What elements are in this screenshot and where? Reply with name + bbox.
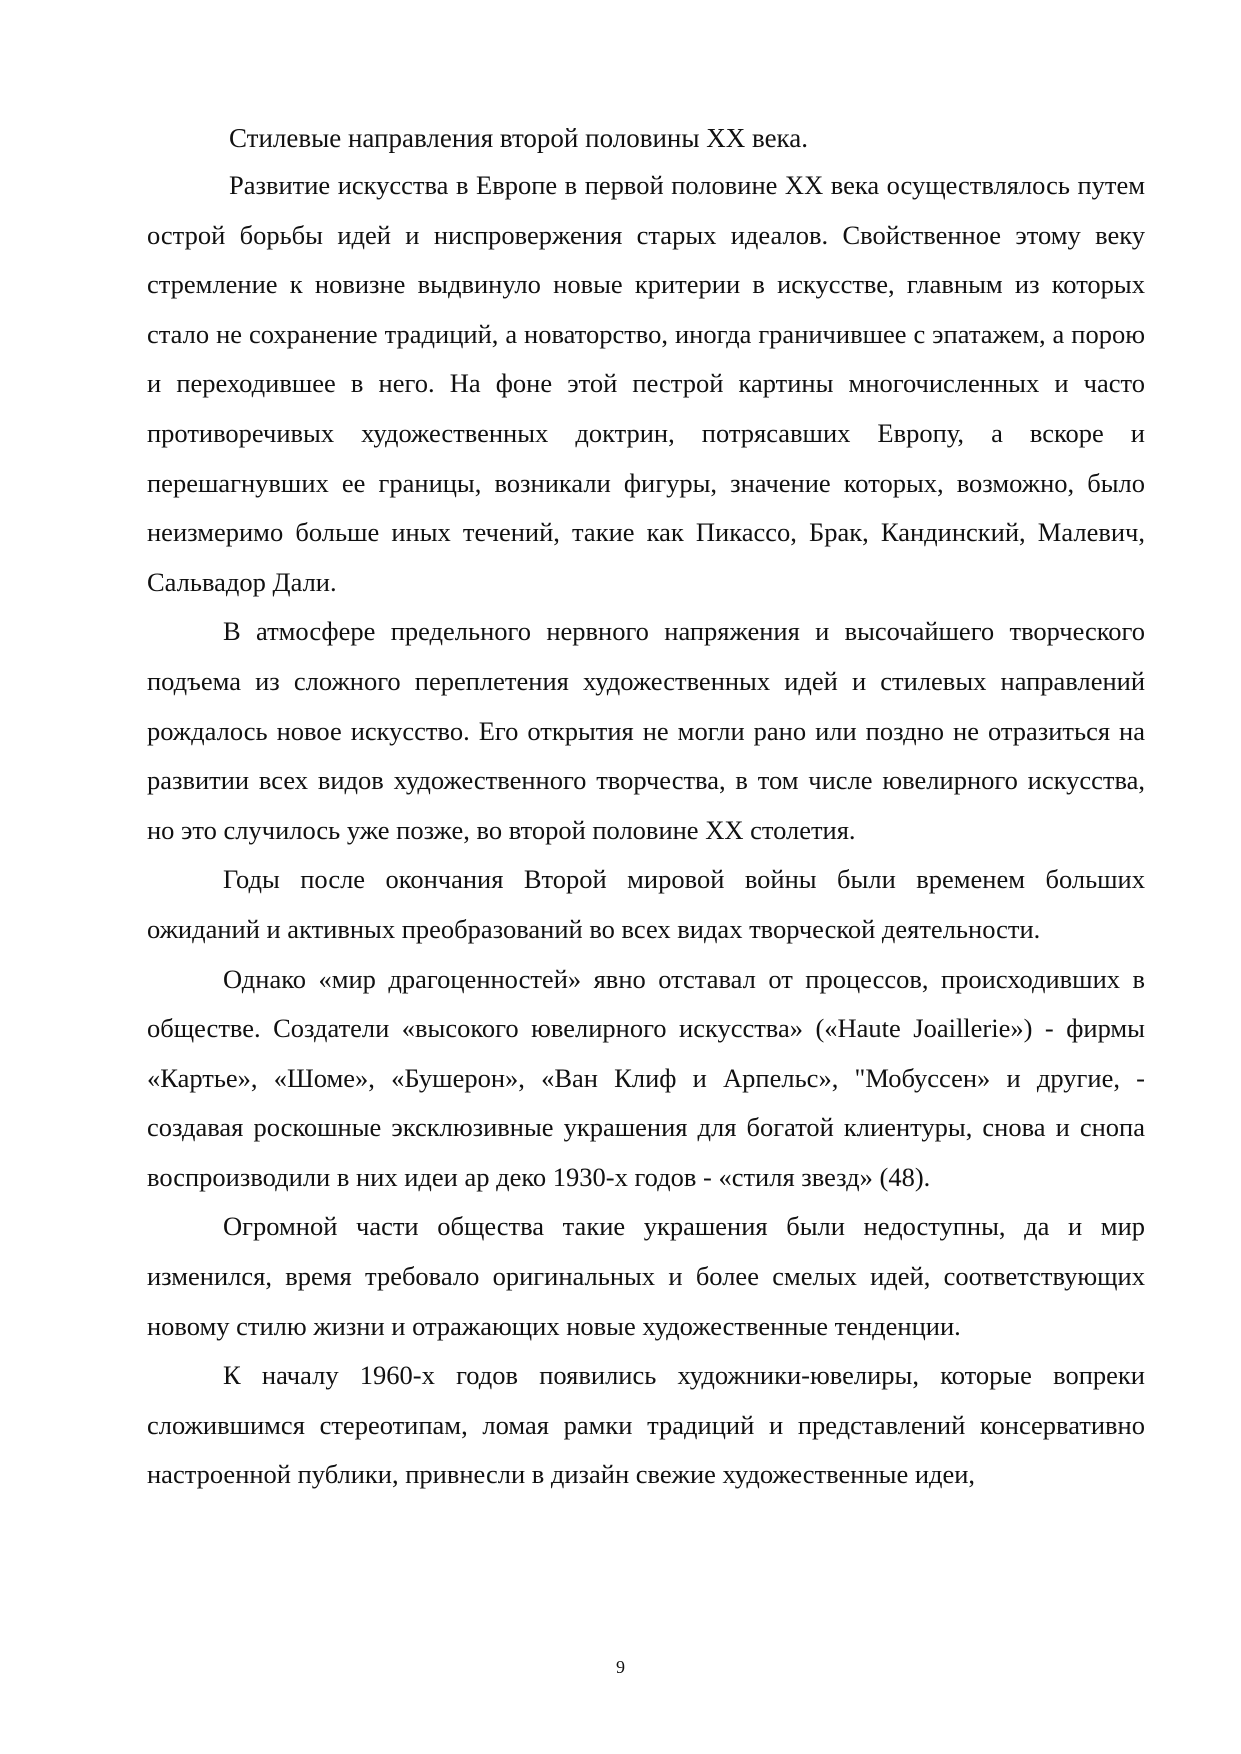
- paragraph-3: Годы после окончания Второй мировой войны были временем больших ожиданий и активных преобразований во всех видах творческой деятельности.: [147, 864, 1145, 944]
- paragraph-6: К началу 1960-х годов появились художники-ювелиры, которые вопреки сложившимся стереотипам, ломая рамки традиций и представлений консервативно настроенной публики, привнесли в дизайн свежие художественные идеи,: [147, 1360, 1145, 1490]
- paragraph-2: В атмосфере предельного нервного напряжения и высочайшего творческого подъема из сложного переплетения художественных идей и стилевых направлений рождалось новое искусство. Его открытия не могли рано или поздно не отразиться на развитии всех видов художественного творчества, в том числе ювелирного искусства, но это случилось уже позже, во второй половине XX столетия.: [147, 616, 1145, 845]
- section-heading: Стилевые направления второй половины XX века.: [229, 123, 808, 153]
- paragraph-4: Однако «мир драгоценностей» явно отставал от процессов, происходивших в обществе. Создатели «высокого ювелирного искусства» («Haute Joaillerie») - фирмы «Картье», «Шоме», «Бушерон», «Ван Клиф и Арпельс», "Мобуссен» и другие, - создавая роскошные эксклюзивные украшения для богатой клиентуры, снова и снопа воспроизводили в них идеи ар деко 1930-х годов - «стиля звезд» (48).: [147, 963, 1145, 1192]
- paragraph-5: Огромной части общества такие украшения были недоступны, да и мир изменился, время требовало оригинальных и более смелых идей, соответствующих новому стилю жизни и отражающих новые художественные тенденции.: [147, 1211, 1145, 1341]
- paragraph-1: Развитие искусства в Европе в первой половине XX века осуществлялось путем острой борьбы идей и ниспровержения старых идеалов. Свойственное этому веку стремление к новизне выдвинуло новые критерии в искусстве, главным из которых стало не сохранение традиций, а новаторство, иногда граничившее с эпатажем, а порою и переходившее в него. На фоне этой пестрой картины многочисленных и часто противоречивых художественных доктрин, потрясавших Европу, а вскоре и перешагнувших ее границы, возникали фигуры, значение которых, возможно, было неизмеримо больше иных течений, такие как Пикассо, Брак, Кандинский, Малевич, Сальвадор Дали.: [147, 170, 1145, 597]
- page-number: 9: [616, 1657, 625, 1677]
- body-text: [147, 161, 1145, 1500]
